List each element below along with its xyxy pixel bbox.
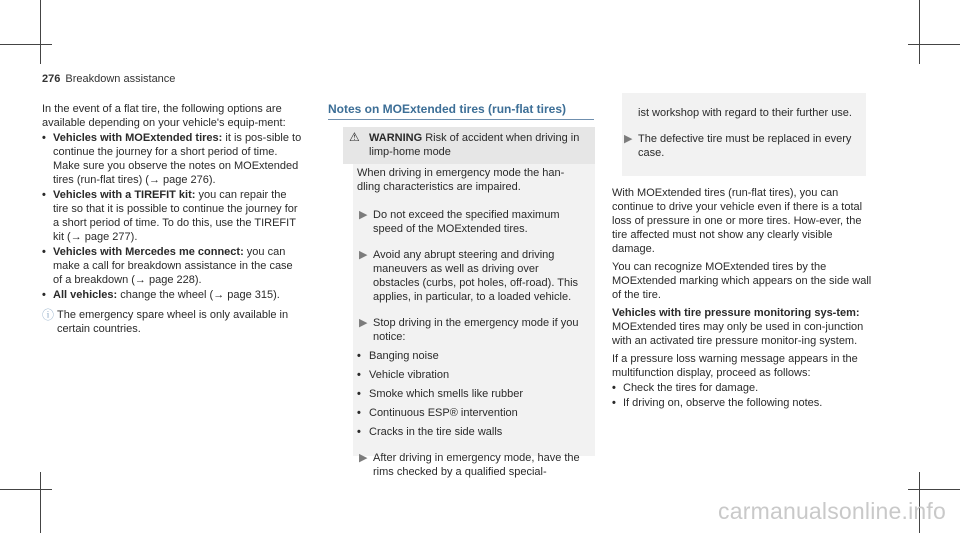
instruction-step: ▶ Avoid any abrupt steering and driving maneuvers as well as driving over obstacles (curbs, pot holes, off-road). This applies, in particular, to a loaded vehicle. [359,249,579,303]
paragraph: If a pressure loss warning message appears in the multifunction display, proceed as follows: [612,353,858,379]
paragraph: You can recognize MOExtended tires by the MOExtended marking which appears on the side wall of the tire. [612,261,872,301]
section-title: Notes on MOExtended tires (run-flat tires) [328,102,567,116]
instruction-step: ▶ After driving in emergency mode, have the rims checked by a qualified special- [359,452,580,478]
paragraph: With MOExtended tires (run-flat tires), you can continue to drive your vehicle even if there is a total loss of pressure in one or more tires. How-ever, the tire affected must not show any clearly visible damage. [612,187,863,255]
left-column [42,102,304,336]
page-header [42,73,175,85]
paragraph: Vehicles with tire pressure monitoring sys-tem: MOExtended tires may only be used in con-junction with an activated tire pressure monitor-ing system. [612,307,864,347]
warning-description: When driving in emergency mode the han-dling characteristics are impaired. [357,167,565,193]
title-rule [328,119,594,120]
warning-title: Risk of accident when driving in limp-home mode [369,132,580,158]
arrow-right-icon: ▶ [359,249,368,261]
arrow-right-icon: ▶ [624,133,633,145]
list-item: • All vehicles: change the wheel (→ page 315). [42,288,304,302]
watermark: carmanualsonline.info [718,498,946,524]
instruction-step: ▶ The defective tire must be replaced in every case. [624,133,852,159]
crop-mark [40,472,41,533]
list-item: • Cracks in the tire side walls [357,425,587,439]
page-number: 276 [42,73,61,85]
crop-mark [908,44,960,45]
crop-mark [919,0,920,64]
warning-icon: ⚠ [349,130,360,144]
warning-content [349,130,587,479]
list-item: • If driving on, observe the following notes. [612,396,874,410]
list-item: • Vehicles with a TIREFIT kit: you can repair the tire so that it is possible to continue the journey for a short period of time. To do this, use the TIREFIT kit (→ page 277). [42,188,304,244]
warning-label: WARNING [369,132,423,144]
intro-text: In the event of a flat tire, the following options are available depending on your vehicle's equip-ment: [42,103,286,129]
list-item: • Vehicles with Mercedes me connect: you can make a call for breakdown assistance in the case of a breakdown (→ page 228). [42,245,304,287]
arrow-right-icon: ▶ [359,317,368,329]
continued-text: ist workshop with regard to their further use. [638,107,852,119]
warning-continued [624,106,860,160]
list-item: • Vehicle vibration [357,368,587,382]
crop-mark [0,489,52,490]
info-note: ⓘ The emergency spare wheel is only available in certain countries. [42,308,289,335]
right-column [612,186,874,410]
crop-mark [40,0,41,64]
arrow-right-icon: ▶ [359,452,368,464]
list-item: • Vehicles with MOExtended tires: it is pos-sible to continue the journey for a short period of time. Make sure you observe the notes on MOExtended tires (run-flat tires) (→ page 276). [42,131,304,187]
info-icon: ⓘ [42,308,55,322]
arrow-right-icon: ▶ [359,209,368,221]
instruction-step: ▶ Stop driving in the emergency mode if you notice: [359,317,579,343]
list-item: • Banging noise [357,349,587,363]
crop-mark [908,489,960,490]
list-item: • Smoke which smells like rubber [357,387,587,401]
section-name: Breakdown assistance [65,73,176,85]
crop-mark [0,44,52,45]
instruction-step: ▶ Do not exceed the specified maximum speed of the MOExtended tires. [359,209,560,235]
list-item: • Continuous ESP® intervention [357,406,587,420]
list-item: • Check the tires for damage. [612,381,874,395]
